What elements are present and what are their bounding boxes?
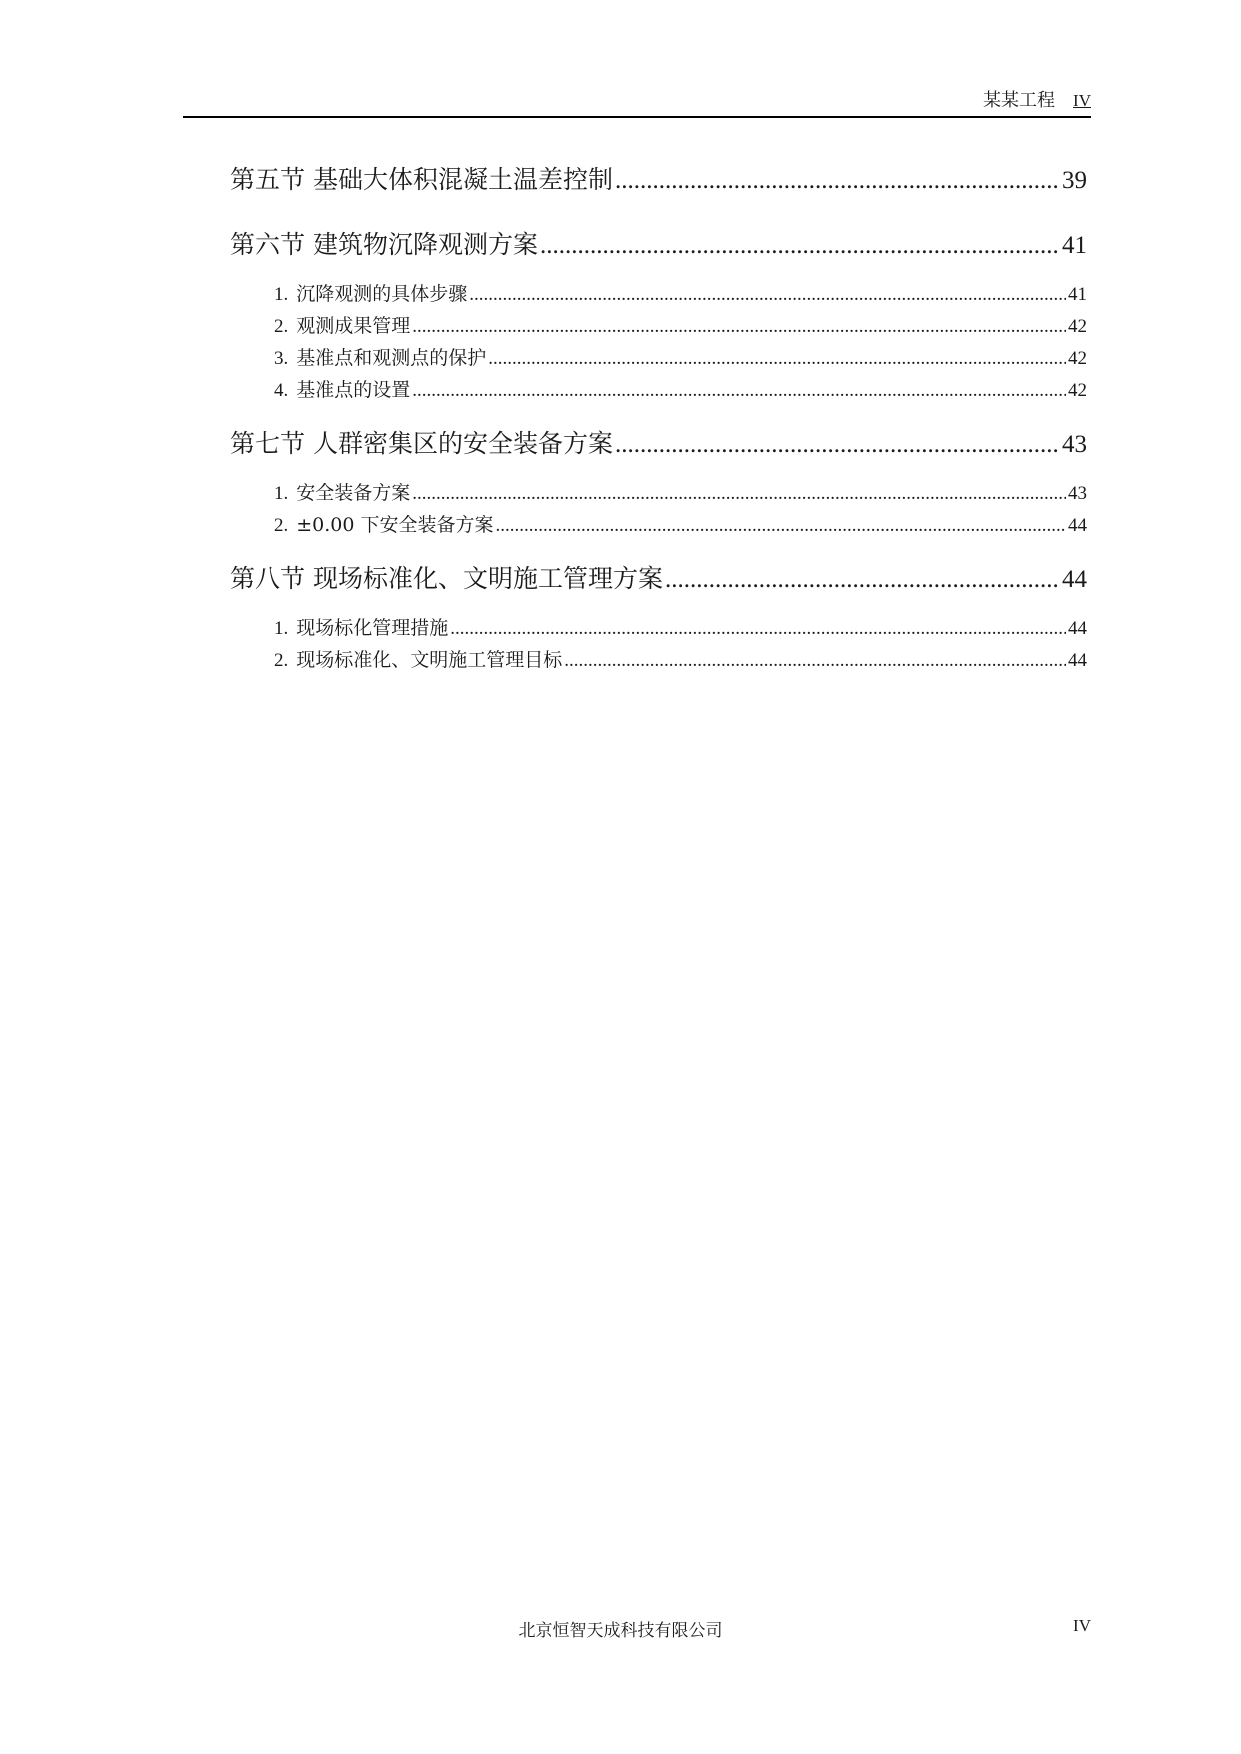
toc-dot-leader <box>412 483 1066 505</box>
toc-entry-6-3[interactable] <box>230 343 1087 375</box>
toc-entry-6-4[interactable] <box>230 375 1087 407</box>
toc-entry-page: 39 <box>1062 167 1087 194</box>
toc-dot-leader <box>412 380 1066 402</box>
toc-entry-number: 2. <box>274 316 289 337</box>
toc-entry-6-1[interactable] <box>230 279 1087 311</box>
toc-entry-number: 1. <box>274 618 289 639</box>
toc-entry-section-5[interactable] <box>230 160 1087 192</box>
toc-entry-7-1[interactable] <box>230 478 1087 510</box>
toc-entry-label: 现场标准化、文明施工管理目标 <box>296 649 563 671</box>
toc-entry-label: 基准点和观测点的保护 <box>296 347 487 369</box>
toc-dot-leader <box>496 515 1066 537</box>
toc-entry-page: 41 <box>1068 284 1087 305</box>
toc-entry-label: 基准点的设置 <box>296 379 411 401</box>
toc-dot-leader <box>540 232 1060 260</box>
toc-entry-section-6[interactable] <box>230 225 1087 257</box>
toc-entry-page: 41 <box>1062 232 1087 259</box>
toc-entry-number: 2. <box>274 515 289 536</box>
header-page-number: IV <box>1073 91 1091 110</box>
page-footer <box>0 1616 1241 1646</box>
toc-dot-leader <box>564 650 1066 672</box>
toc-entry-label: 观测成果管理 <box>296 315 411 337</box>
toc-entry-7-2[interactable] <box>230 510 1087 542</box>
toc-entry-number: 1. <box>274 284 289 305</box>
page-header <box>183 86 1091 118</box>
toc-entry-label: 沉降观测的具体步骤 <box>296 283 468 305</box>
toc-entry-section-8[interactable] <box>230 559 1087 591</box>
toc-dot-leader <box>615 167 1060 195</box>
toc-entry-page: 44 <box>1068 650 1087 671</box>
toc-entry-label: 第七节 人群密集区的安全装备方案 <box>230 429 613 458</box>
toc-entry-label: 第六节 建筑物沉降观测方案 <box>230 230 538 259</box>
table-of-contents <box>230 160 1087 677</box>
toc-entry-label: 安全装备方案 <box>296 482 411 504</box>
toc-entry-number: 1. <box>274 483 289 504</box>
toc-dot-leader <box>615 431 1060 459</box>
footer-page-number: IV <box>1073 1616 1091 1635</box>
toc-entry-number: 3. <box>274 348 289 369</box>
toc-entry-number: 4. <box>274 380 289 401</box>
toc-entry-page: 43 <box>1068 483 1087 504</box>
footer-company: 北京恒智天成科技有限公司 <box>518 1621 723 1641</box>
toc-entry-page: 42 <box>1068 348 1087 369</box>
toc-entry-page: 44 <box>1068 618 1087 639</box>
toc-entry-number: 2. <box>274 650 289 671</box>
toc-entry-8-2[interactable] <box>230 645 1087 677</box>
toc-entry-label: 第八节 现场标准化、文明施工管理方案 <box>230 564 663 593</box>
header-title: 某某工程 <box>983 90 1056 111</box>
toc-entry-6-2[interactable] <box>230 311 1087 343</box>
toc-entry-page: 42 <box>1068 316 1087 337</box>
toc-dot-leader <box>488 348 1066 370</box>
toc-entry-section-7[interactable] <box>230 424 1087 456</box>
toc-entry-8-1[interactable] <box>230 613 1087 645</box>
toc-entry-page: 44 <box>1068 515 1087 536</box>
toc-entry-page: 43 <box>1062 431 1087 458</box>
toc-dot-leader <box>665 566 1060 594</box>
toc-dot-leader <box>450 618 1066 640</box>
header-right <box>983 86 1091 112</box>
toc-entry-page: 42 <box>1068 380 1087 401</box>
toc-dot-leader <box>412 316 1066 338</box>
toc-entry-page: 44 <box>1062 566 1087 593</box>
toc-dot-leader <box>469 284 1066 306</box>
toc-entry-label: 现场标化管理措施 <box>296 617 449 639</box>
toc-entry-label: 第五节 基础大体积混凝土温差控制 <box>230 165 613 194</box>
toc-entry-label: ±0.00 下安全装备方案 <box>296 514 494 536</box>
